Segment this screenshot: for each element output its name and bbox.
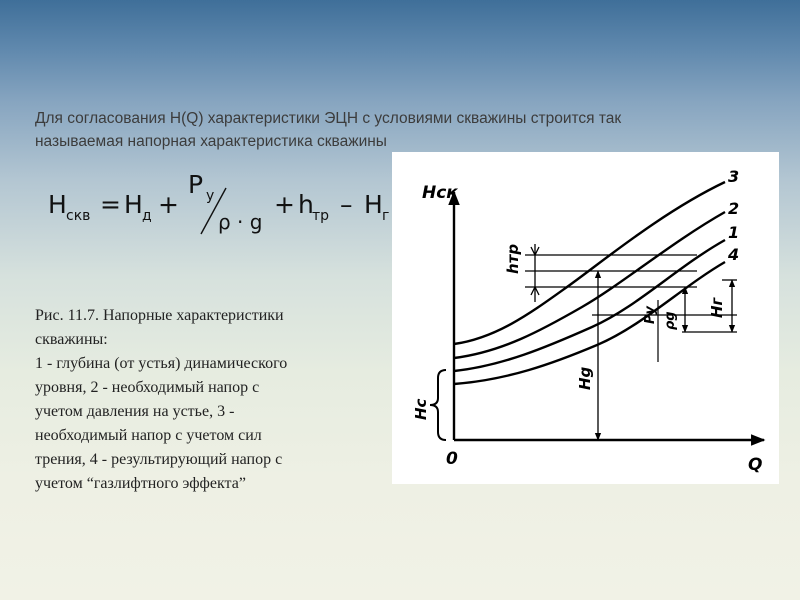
formula-equals: = (100, 190, 121, 219)
curve-2 (454, 212, 725, 358)
curve-1 (454, 240, 725, 371)
caption-line: Рис. 11.7. Напорные характеристики (35, 307, 284, 324)
x-axis-label: Q (748, 455, 763, 475)
h-g-right-label: Нг (708, 297, 726, 318)
h-tr-label: hтр (504, 243, 522, 274)
formula-h-tr: h (298, 190, 314, 219)
formula-h-g-sub: г (382, 208, 390, 224)
intro-line-1: Для согласования H(Q) характеристики ЭЦН с условиями скважины строится так (35, 110, 622, 127)
rho-g-label: ρg (663, 311, 678, 330)
y-axis-label: Нск (422, 183, 458, 203)
curve-label-1: 1 (728, 223, 740, 242)
head-formula (48, 168, 428, 246)
formula-h-skv-sub: скв (66, 208, 91, 224)
curve-label-3: 3 (728, 167, 740, 186)
curve-4 (454, 262, 725, 384)
curve-3 (454, 182, 725, 344)
formula-h-skv: H (48, 190, 67, 219)
curve-label-2: 2 (728, 199, 740, 218)
caption-line: уровня, 2 - необходимый напор с (35, 379, 260, 396)
formula-denominator: ρ · g (218, 210, 263, 234)
formula-h-tr-sub: тр (312, 208, 330, 224)
formula-p: P (188, 170, 204, 199)
formula-p-sub: у (206, 188, 215, 204)
intro-line-2: называемая напорная характеристика скважины (35, 133, 387, 150)
caption-line: необходимый напор с учетом сил (35, 427, 262, 444)
h-c-label: Нс (412, 398, 430, 420)
caption-line: учетом давления на устье, 3 - (35, 403, 235, 420)
p-label: Pу (643, 305, 658, 324)
formula-h-d: H (124, 190, 143, 219)
figure-diagram (392, 152, 779, 484)
head-characteristic-figure (392, 152, 779, 484)
formula-minus: – (340, 190, 353, 219)
curve-label-4: 4 (728, 245, 740, 264)
caption-line: трения, 4 - результирующий напор с (35, 451, 283, 468)
caption-line: 1 - глубина (от устья) динамического (35, 355, 288, 372)
formula-plus-2: + (274, 190, 295, 219)
formula-plus-1: + (158, 190, 179, 219)
formula-h-g: H (364, 190, 383, 219)
caption-line: учетом “газлифтного эффекта” (35, 475, 246, 492)
formula-h-d-sub: д (142, 208, 152, 224)
figure-caption (35, 304, 375, 496)
intro-text (35, 107, 755, 153)
caption-line: скважины: (35, 331, 108, 348)
origin-label: 0 (446, 449, 458, 469)
h-c-brace (430, 370, 446, 440)
h-d-label: Нg (576, 366, 594, 390)
